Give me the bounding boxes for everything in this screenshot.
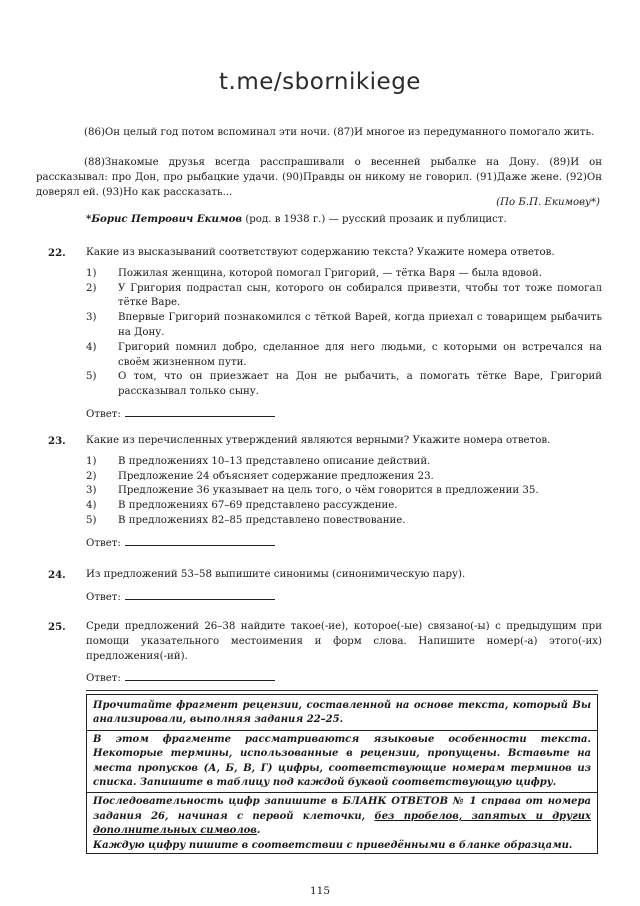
task-number: 23. xyxy=(48,435,66,447)
task-number: 24. xyxy=(48,569,66,581)
option-item: 1) В предложениях 10–13 представлено описание действий. xyxy=(86,455,431,467)
options-list xyxy=(86,267,602,400)
instruction-digits: Каждую цифру пишите в соответствии с приведёнными в бланке образцами. xyxy=(93,839,573,851)
paragraph-86-87: (86)Он целый год потом вспоминал эти ночи. (87)И многое из передуманного помогало жить. xyxy=(84,127,595,138)
option-item: 5) В предложениях 82–85 представлено повествование. xyxy=(86,514,406,526)
option-item: 5) О том, что он приезжает на Дон не рыбачить, а помогать тётке Варе, Григорий рассказывал только сыну. xyxy=(86,371,602,398)
divider xyxy=(87,730,597,731)
option-item: 1) Пожилая женщина, которой помогал Григорий, — тётка Варя — была вдовой. xyxy=(86,267,542,279)
task-25 xyxy=(36,620,602,687)
paragraph-88-93: (88)Знакомые друзья всегда расспрашивали о весенней рыбалке на Дону. (89)И он рассказывал: про Дон, про рыбацкие удачи. (90)Правды он никому не говорил. (91)Даже жене. (92)Он доверял ей. (93)Но как рассказать... xyxy=(36,157,602,198)
option-item: 4) В предложениях 67–69 представлено рассуждение. xyxy=(86,500,398,512)
task-23 xyxy=(36,434,602,552)
task-number: 22. xyxy=(48,247,66,259)
author-bio xyxy=(86,212,606,228)
answer-row: Ответ: xyxy=(86,406,602,423)
author-info: (род. в 1938 г.) — русский прозаик и публицист. xyxy=(242,214,507,225)
instruction-task: В этом фрагменте рассматриваются языковые особенности текста. Некоторые термины, использованные в рецензии, пропущены. Вставьте на места пропусков (А, Б, В, Г) цифры, соответствующие номерам терминов из списка. Запишите в таблицу под каждой буквой соответствующую цифру. xyxy=(93,733,591,789)
divider xyxy=(87,792,597,793)
task-24 xyxy=(36,568,602,606)
answer-field[interactable] xyxy=(125,535,275,546)
divider xyxy=(86,690,598,691)
option-item: 2) У Григория подрастал сын, которого он собирался привезти, чтобы тот тоже помогал тётке Варе. xyxy=(86,282,602,309)
source-attribution: (По Б.П. Екимову*) xyxy=(496,197,600,208)
answer-field[interactable] xyxy=(125,406,275,417)
option-item: 4) Григорий помнил добро, сделанное для него людьми, с которыми он встречался на своём жизненном пути. xyxy=(86,341,602,368)
option-item: 3) Предложение 36 указывает на цель того, о чём говорится в предложении 35. xyxy=(86,485,539,497)
answer-field[interactable] xyxy=(125,589,275,600)
task-question: Среди предложений 26–38 найдите такое(-ие), которое(-ые) связано(-ы) с предыдущим при помощи указательного местоимения и форм слова. Напишите номер(-а) этого(-их) предложения(-ий). xyxy=(86,621,602,662)
task-question: Какие из высказываний соответствуют содержанию текста? Укажите номера ответов. xyxy=(86,247,555,258)
answer-row: Ответ: xyxy=(86,589,602,606)
answer-field[interactable] xyxy=(125,670,275,681)
task-22 xyxy=(36,246,602,423)
instruction-answer-form: Последовательность цифр запишите в БЛАНК ОТВЕТОВ № 1 справа от номера задания 26, начиная с первой клеточки, без пробелов, запятых и других дополнительных символов. xyxy=(93,796,592,837)
option-item: 2) Предложение 24 объясняет содержание предложения 23. xyxy=(86,470,434,482)
page-number: 115 xyxy=(309,885,331,897)
task-question: Из предложений 53–58 выпишите синонимы (синонимическую пару). xyxy=(86,569,466,580)
author-name: *Борис Петрович Екимов xyxy=(86,213,243,225)
options-list xyxy=(86,455,602,529)
answer-row: Ответ: xyxy=(86,670,602,687)
watermark-link: t.me/sbornikiege xyxy=(219,69,421,95)
instruction-intro: Прочитайте фрагмент рецензии, составленной на основе текста, который Вы анализировали, выполняя задания 22–25. xyxy=(93,700,591,726)
task-number: 25. xyxy=(48,621,66,633)
option-item: 3) Впервые Григорий познакомился с тёткой Варей, когда приехал с товарищем рыбачить на Дону. xyxy=(86,312,602,338)
answer-row: Ответ: xyxy=(86,535,602,552)
task-question: Какие из перечисленных утверждений являются верными? Укажите номера ответов. xyxy=(86,435,551,446)
instruction-box xyxy=(86,694,598,854)
